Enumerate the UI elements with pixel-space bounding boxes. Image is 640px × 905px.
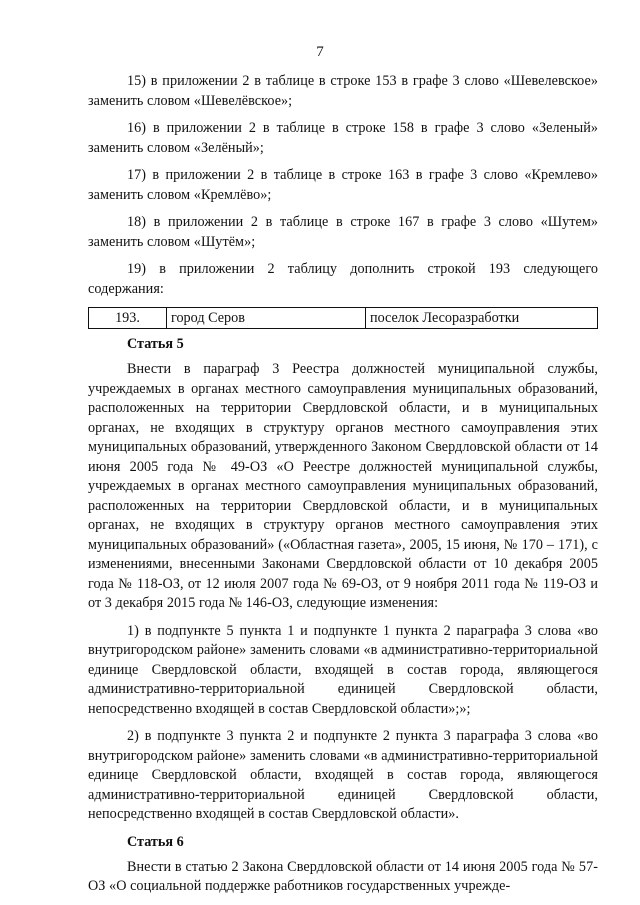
item-19: 19) в приложении 2 таблицу дополнить строкой 193 следующего содержания: [88, 261, 598, 297]
article-5-heading: Статья 5 [127, 336, 184, 352]
document-body [88, 72, 598, 905]
item-18: 18) в приложении 2 в таблице в строке 167 в графе 3 слово «Шутем» заменить словом «Шутём»; [88, 214, 598, 250]
page-number: 7 [316, 44, 324, 60]
row-number-cell: 193. [89, 308, 167, 329]
article-5-item-2: 2) в подпункте 3 пункта 2 и подпункте 2 пункта 3 параграфа 3 слова «во внутригородском районе» заменить словами «в административно-территориальной единице Свердловской области, входящей в состав города, являющегося административно-территориальной единицей Свердловской области, непосредственно входящей в состав Свердловской области». [88, 728, 598, 822]
article-5-intro: Внести в параграф 3 Реестра должностей муниципальной службы, учреждаемых в органах местного самоуправления муниципальных образований, расположенных на территории Свердловской области, и в муниципальных органах, не входящих в структуру органов местного самоуправления этих муниципальных образований, утвержденного Законом Свердловской области от 14 июня 2005 года № 49-ОЗ «О Реестре должностей муниципальной службы, учреждаемых в органах местного самоуправления муниципальных образований, расположенных на территории Свердловской области, и в муниципальных органах, не входящих в структуру органов местного самоуправления этих муниципальных образований» («Областная газета», 2005, 15 июня, № 170 – 171), с изменениями, внесенными Законами Свердловской области от 10 декабря 2005 года № 118-ОЗ, от 12 июля 2007 года № 69-ОЗ, от 9 ноября 2011 года № 119-ОЗ и от 3 декабря 2015 года № 146-ОЗ, следующие изменения: [88, 361, 598, 611]
city-cell: город Серов [167, 308, 366, 329]
article-6-intro: Внести в статью 2 Закона Свердловской области от 14 июня 2005 года № 57-ОЗ «О социальной поддержке работников государственных учрежде- [88, 858, 598, 894]
item-16: 16) в приложении 2 в таблице в строке 158 в графе 3 слово «Зеленый» заменить словом «Зелёный»; [88, 120, 598, 156]
item-17: 17) в приложении 2 в таблице в строке 163 в графе 3 слово «Кремлево» заменить словом «Кремлёво»; [88, 167, 598, 203]
appendix-table-row [88, 307, 598, 329]
table-row [89, 308, 598, 329]
settlement-cell: поселок Лесоразработки [366, 308, 598, 329]
item-15: 15) в приложении 2 в таблице в строке 153 в графе 3 слово «Шевелевское» заменить словом «Шевелёвское»; [88, 73, 598, 109]
article-6-heading: Статья 6 [127, 833, 184, 850]
article-5-item-1: 1) в подпункте 5 пункта 1 и подпункте 1 пункта 2 параграфа 3 слова «во внутригородском районе» заменить словами «в административно-территориальной единице Свердловской области, входящей в состав города, являющегося административно-территориальной единицей Свердловской области, непосредственно входящей в состав Свердловской области»;»; [88, 622, 598, 717]
